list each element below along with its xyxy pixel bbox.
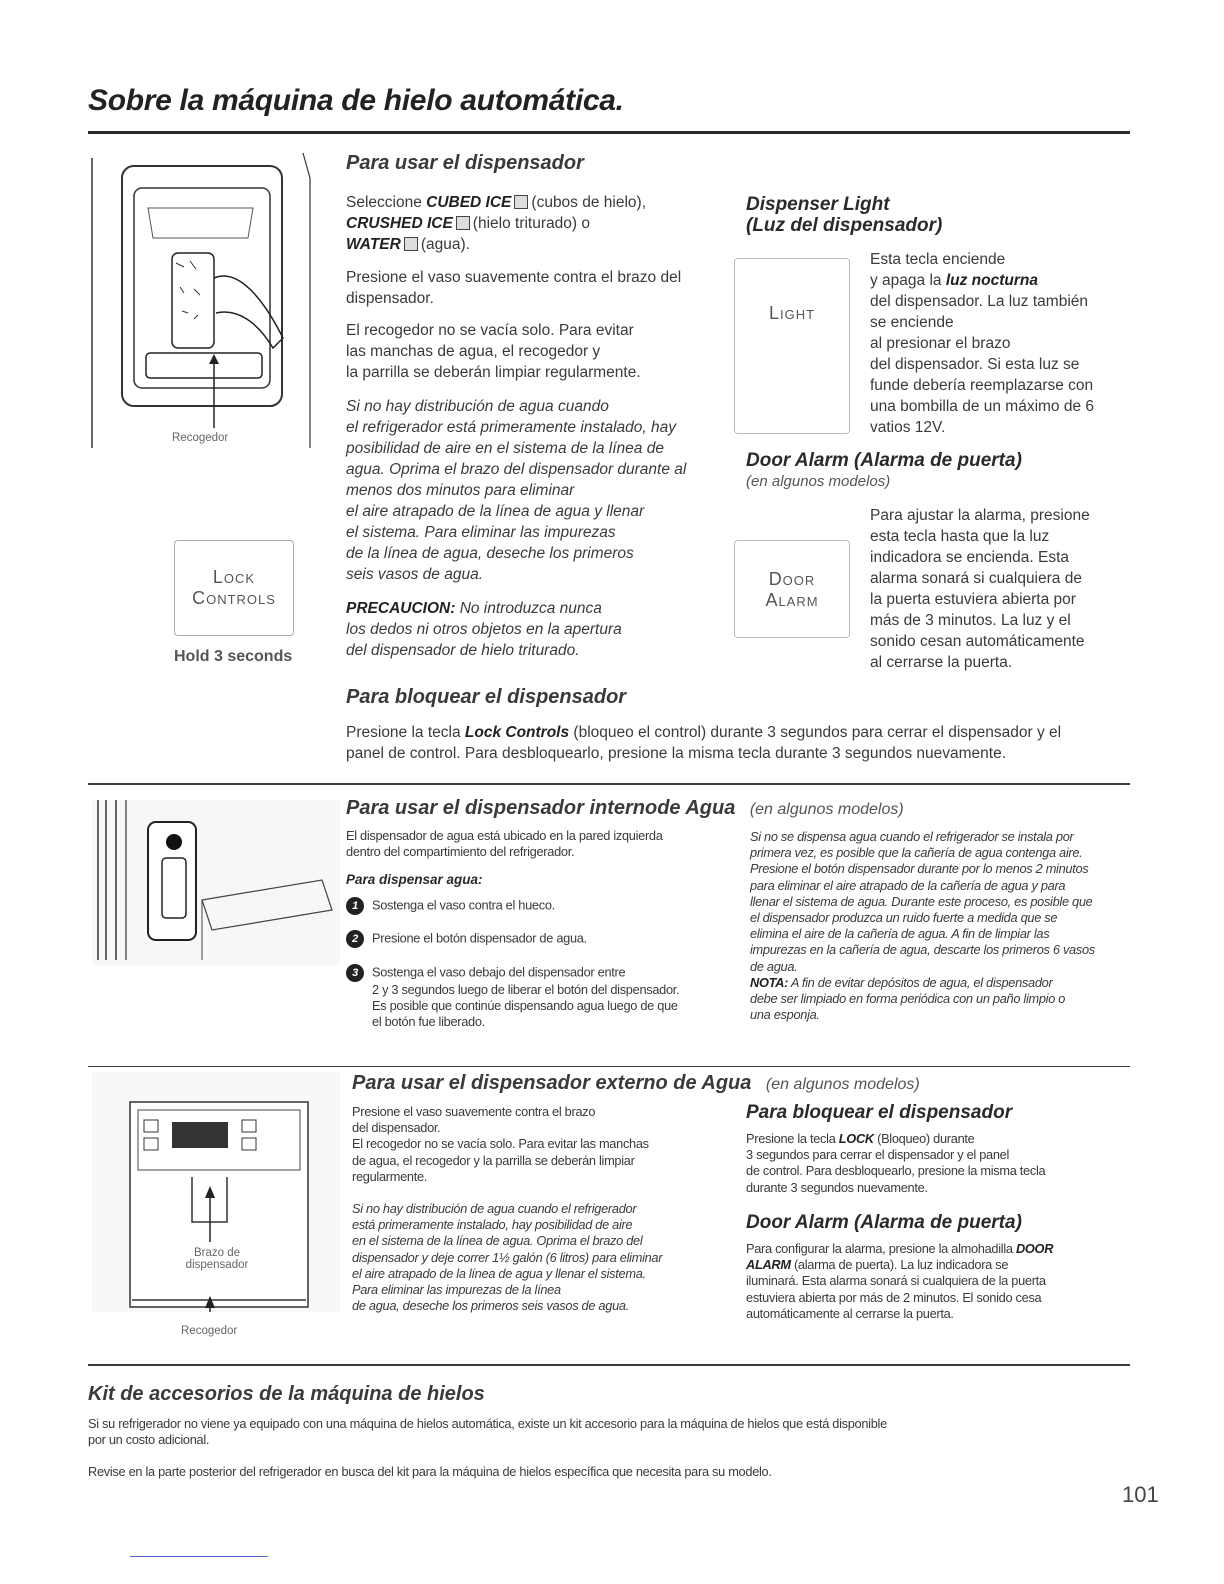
- lock-dispenser-text: [346, 722, 1136, 764]
- para3-line: las manchas de agua, el recogedor y: [346, 343, 601, 360]
- kit-line: por un costo adicional.: [88, 1432, 210, 1448]
- title-rule: [88, 131, 1130, 134]
- figure-label-recogedor-2: Recogedor: [181, 1325, 238, 1337]
- ext-lock-line: Presione la tecla: [746, 1131, 836, 1146]
- step-3-text: Es posible que continúe dispensando agua luego de que: [372, 998, 678, 1014]
- para3-line: la parrilla se deberán limpiar regularmente.: [346, 364, 641, 381]
- light-line: del dispensador. La luz también: [870, 293, 1089, 310]
- ext-air-line: en el sistema de la línea de agua. Oprima el brazo del: [352, 1233, 643, 1249]
- external-dispenser-text: [352, 1104, 732, 1185]
- air-note-line: elimina el aire de la cañería de agua. A fin de limpiar las: [750, 926, 1050, 942]
- caution-line: No introduzca nunca: [459, 600, 602, 617]
- note-label: NOTA:: [750, 974, 789, 990]
- air-note-line: el aire atrapado de la línea de agua y llenar: [346, 503, 645, 520]
- select-intro: Seleccione: [346, 194, 422, 211]
- light-line: Esta tecla enciende: [870, 251, 1006, 268]
- air-note-line: impurezas en la cañería de agua, descarte los primeros 6 vasos: [750, 942, 1095, 958]
- lock-text: (bloqueo el control) durante 3 segundos para cerrar el dispensador y el: [573, 724, 1062, 741]
- step-3: [346, 964, 736, 1031]
- step-number-3: 3: [346, 964, 364, 982]
- light-line: una bombilla de un máximo de 6: [870, 398, 1095, 415]
- light-line: se enciende: [870, 314, 954, 331]
- para3-line: El recogedor no se vacía solo. Para evitar: [346, 322, 634, 339]
- ext-air-line: Para eliminar las impurezas de la línea: [352, 1282, 561, 1298]
- air-note-line: llenar el sistema de agua. Durante este proceso, es posible que: [750, 893, 1093, 909]
- section2-heading-sub: (en algunos modelos): [749, 801, 904, 818]
- ext-alarm-line: Para configurar la alarma, presione la almohadilla: [746, 1241, 1013, 1256]
- ext-lock-line: (Bloqueo) durante: [877, 1131, 975, 1146]
- alarm-line: alarma sonará si cualquiera de: [870, 570, 1082, 587]
- ext-lock-heading: Para bloquear el dispensador: [746, 1102, 1013, 1123]
- ext-line: de agua, el recogedor y la parrilla se deberán limpiar: [352, 1152, 635, 1168]
- light-line: y apaga la: [870, 272, 942, 289]
- figure-label-brazo: [180, 1247, 254, 1271]
- ext-air-line: dispensador y deje correr 1½ galón (6 litros) para eliminar: [352, 1249, 663, 1265]
- section-divider-3: [88, 1364, 1130, 1366]
- ext-line: del dispensador.: [352, 1120, 441, 1136]
- para-cleaning: [346, 320, 716, 383]
- lock-text: panel de control. Para desbloquearlo, presione la misma tecla durante 3 segundos nuevamente.: [346, 745, 1007, 762]
- step-2-text: Presione el botón dispensador de agua.: [372, 930, 587, 946]
- lock-controls-term: Lock Controls: [464, 724, 570, 741]
- light-line: funde debería reemplazarse con: [870, 377, 1094, 394]
- water-icon: [404, 237, 418, 251]
- alarm-line: esta tecla hasta que la luz: [870, 528, 1050, 545]
- air-note-line: de la línea de agua, deseche los primeros: [346, 545, 634, 562]
- caution-label: PRECAUCION:: [346, 600, 456, 617]
- door-alarm-sub: (en algunos modelos): [746, 473, 891, 490]
- alarm-line: al cerrarse la puerta.: [870, 654, 1013, 671]
- kit-line: Si su refrigerador no viene ya equipado con una máquina de hielos automática, existe un kit accesorio para la máquina de hielos que está disponible: [88, 1416, 887, 1431]
- step-number-2: 2: [346, 930, 364, 948]
- alarm-line: sonido cesan automáticamente: [870, 633, 1085, 650]
- step-1: [346, 897, 726, 915]
- dispenser-figure: [88, 148, 320, 458]
- water-label: WATER: [346, 236, 401, 253]
- air-note-line: posibilidad de aire en el sistema de la línea de: [346, 440, 664, 457]
- lock-term: LOCK: [838, 1131, 874, 1146]
- section2-heading-row: [346, 797, 904, 820]
- door-alarm-heading: Door Alarm (Alarma de puerta): [746, 450, 1022, 471]
- footer-link-line: [130, 1556, 268, 1557]
- crushed-ice-icon: [456, 216, 470, 230]
- accessory-kit-text: [88, 1416, 1133, 1448]
- intro-line: dentro del compartimiento del refrigerador.: [346, 844, 575, 860]
- step-1-text: Sostenga el vaso contra el hueco.: [372, 897, 555, 913]
- light-line: del dispensador. Si esta luz se: [870, 356, 1080, 373]
- note-line: una esponja.: [750, 1007, 820, 1023]
- door-term: DOOR: [1015, 1241, 1054, 1256]
- door-key-line1: Door: [768, 569, 816, 589]
- intro-line: El dispensador de agua está ubicado en la pared izquierda: [346, 828, 663, 843]
- section1-heading: Para usar el dispensador: [346, 152, 584, 174]
- ext-alarm-line: (alarma de puerta). La luz indicadora se: [793, 1257, 1009, 1273]
- step-number-1: 1: [346, 897, 364, 915]
- light-key-label: Light: [768, 303, 816, 323]
- step-3-text: Sostenga el vaso debajo del dispensador entre: [372, 964, 626, 980]
- internal-air-note: [750, 829, 1135, 1023]
- lock-key-line1: Lock: [212, 567, 256, 587]
- light-heading-line2: (Luz del dispensador): [746, 215, 943, 236]
- alarm-line: más de 3 minutos. La luz y el: [870, 612, 1071, 629]
- door-alarm-key: [734, 540, 850, 638]
- internal-dispenser-intro: [346, 828, 726, 860]
- light-line: al presionar el brazo: [870, 335, 1011, 352]
- ext-lock-line: 3 segundos para cerrar el dispensador y el panel: [746, 1147, 1010, 1163]
- lock-controls-key: [174, 540, 294, 636]
- ext-line: El recogedor no se vacía solo. Para evitar las manchas: [352, 1136, 649, 1152]
- step-2: [346, 930, 726, 948]
- alarm-line: indicadora se encienda. Esta: [870, 549, 1070, 566]
- air-note-line: primera vez, es posible que la cañería de agua contenga aire.: [750, 845, 1083, 861]
- air-note-line: el sistema. Para eliminar las impurezas: [346, 524, 616, 541]
- light-key: [734, 258, 850, 434]
- air-note-line: para eliminar el aire atrapado de la cañería de agua y para: [750, 877, 1066, 893]
- section3-heading: Para usar el dispensador externo de Agua: [352, 1072, 752, 1094]
- air-note-line: Presione el botón dispensador durante por lo menos 2 minutos: [750, 861, 1089, 877]
- brazo-label-line: Brazo de: [193, 1247, 241, 1259]
- light-description: [870, 249, 1130, 438]
- section2-heading: Para usar el dispensador internode Agua: [346, 797, 736, 819]
- door-key-line2: Alarm: [765, 590, 819, 610]
- cubed-ice-desc: (cubos de hielo),: [531, 194, 646, 211]
- air-note-line: agua. Oprima el brazo del dispensador durante al: [346, 461, 687, 478]
- air-note-line: Si no se dispensa agua cuando el refrigerador se instala por: [750, 829, 1074, 844]
- external-air-note: [352, 1201, 732, 1314]
- crushed-ice-label: CRUSHED ICE: [346, 215, 453, 232]
- ext-air-line: está primeramente instalado, hay posibilidad de aire: [352, 1217, 633, 1233]
- page-number: 101: [1122, 1482, 1159, 1507]
- lock-hold-label: Hold 3 seconds: [174, 648, 293, 665]
- air-note-line: el refrigerador está primeramente instalado, hay: [346, 419, 676, 436]
- crushed-ice-desc: (hielo triturado) o: [472, 215, 590, 232]
- caution-line: del dispensador de hielo triturado.: [346, 642, 580, 659]
- cubed-ice-icon: [514, 195, 528, 209]
- door-alarm-description: [870, 505, 1130, 673]
- light-heading-line1: Dispenser Light: [746, 194, 890, 215]
- air-note-line: Si no hay distribución de agua cuando: [346, 398, 609, 415]
- alarm-line: la puerta estuviera abierta por: [870, 591, 1076, 608]
- cubed-ice-label: CUBED ICE: [426, 194, 512, 211]
- figure-label-recogedor: Recogedor: [172, 432, 229, 444]
- light-line: vatios 12V.: [870, 419, 946, 436]
- para-press-glass: Presione el vaso suavemente contra el brazo del dispensador.: [346, 269, 682, 307]
- ext-line: Presione el vaso suavemente contra el brazo: [352, 1104, 596, 1119]
- note-line: debe ser limpiado en forma periódica con un paño limpio o: [750, 991, 1066, 1007]
- air-note-line: seis vasos de agua.: [346, 566, 484, 583]
- air-note-line: menos dos minutos para eliminar: [346, 482, 575, 499]
- lock-key-line2: Controls: [192, 588, 276, 608]
- ext-air-line: de agua, deseche los primeros seis vasos de agua.: [352, 1298, 629, 1314]
- accessory-kit-heading: Kit de accesorios de la máquina de hielos: [88, 1383, 485, 1405]
- ext-alarm-text: [746, 1241, 1131, 1322]
- accessory-kit-text-2: Revise en la parte posterior del refrigerador en busca del kit para la máquina de hielos específica que necesita para su modelo.: [88, 1464, 772, 1479]
- dispenser-light-heading: [746, 194, 942, 236]
- ext-lock-line: durante 3 segundos nuevamente.: [746, 1179, 928, 1195]
- ext-air-line: el aire atrapado de la línea de agua y llenar el sistema.: [352, 1265, 646, 1281]
- air-note: [346, 396, 726, 585]
- note-line: A fin de evitar depósitos de agua, el dispensador: [790, 974, 1053, 990]
- ext-alarm-line: estuviera abierta por más de 2 minutos. El sonido cesa: [746, 1289, 1042, 1305]
- night-light-term: luz nocturna: [945, 272, 1038, 289]
- alarm-line: Para ajustar la alarma, presione: [870, 507, 1090, 524]
- air-note-line: de agua.: [750, 958, 798, 974]
- section-divider-1: [88, 783, 1130, 785]
- section-divider-2: [88, 1066, 1130, 1067]
- ext-air-line: Si no hay distribución de agua cuando el refrigerador: [352, 1201, 637, 1216]
- alarm-term: ALARM: [746, 1257, 791, 1273]
- page-title: Sobre la máquina de hielo automática.: [88, 84, 624, 117]
- air-note-line: el dispensador produzca un ruido fuerte a medida que se: [750, 910, 1058, 926]
- ext-line: regularmente.: [352, 1168, 428, 1184]
- dispense-water-subheading: Para dispensar agua:: [346, 872, 483, 887]
- ext-lock-text: [746, 1131, 1131, 1196]
- lock-dispenser-heading: Para bloquear el dispensador: [346, 686, 627, 708]
- external-dispenser-figure: [92, 1072, 340, 1312]
- ext-alarm-line: iluminará. Esta alarma sonará si cualquiera de la puerta: [746, 1273, 1046, 1289]
- lock-text: Presione la tecla: [346, 724, 461, 741]
- step-3-text: el botón fue liberado.: [372, 1014, 485, 1030]
- caution-line: los dedos ni otros objetos en la apertura: [346, 621, 622, 638]
- section3-heading-sub: (en algunos modelos): [765, 1076, 920, 1093]
- water-desc: (agua).: [420, 236, 470, 253]
- caution-note: [346, 598, 726, 661]
- step-3-text: 2 y 3 segundos luego de liberar el botón del dispensador.: [372, 982, 680, 997]
- ext-alarm-line: automáticamente al cerrarse la puerta.: [746, 1305, 954, 1321]
- select-instruction: [346, 192, 706, 255]
- brazo-label-line: dispensador: [185, 1259, 249, 1271]
- ext-alarm-heading: Door Alarm (Alarma de puerta): [746, 1212, 1022, 1233]
- section3-heading-row: [352, 1072, 920, 1095]
- internal-dispenser-figure: [92, 800, 340, 965]
- ext-lock-line: de control. Para desbloquearlo, presione la misma tecla: [746, 1163, 1046, 1179]
